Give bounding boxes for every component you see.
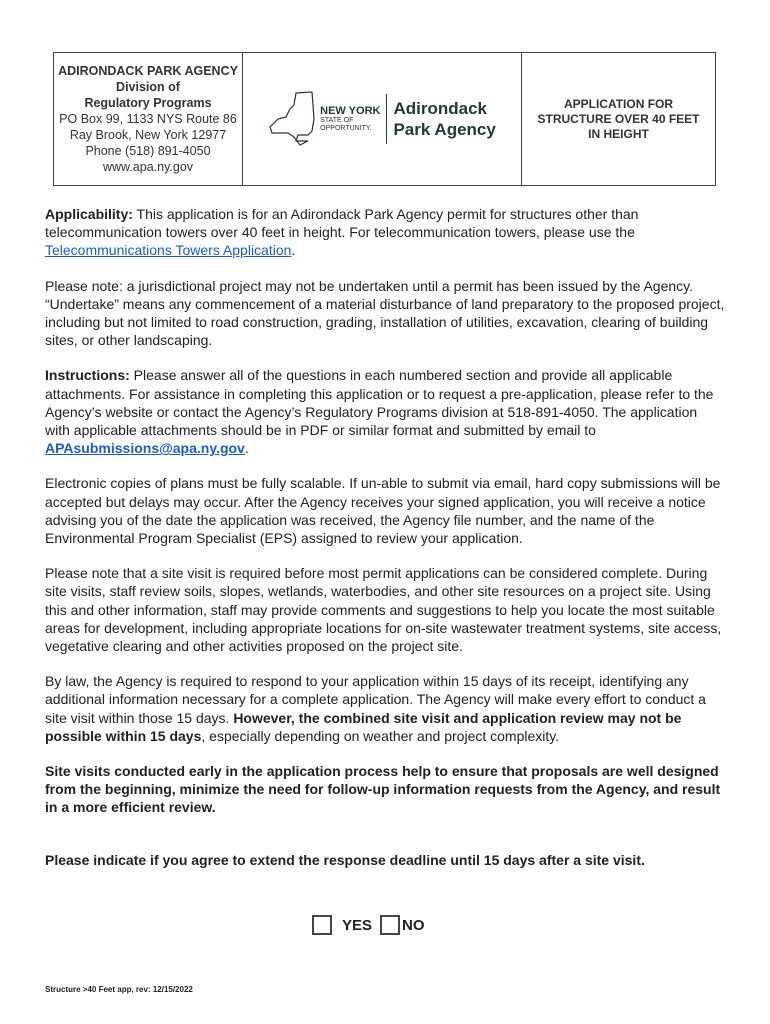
- footer-revision: Structure >40 Feet app, rev: 12/15/2022: [45, 985, 193, 994]
- state-of-text: STATE OF: [320, 117, 354, 124]
- apa-wordmark: [393, 98, 495, 140]
- document-body: [45, 205, 725, 886]
- early-site-visit-paragraph: Site visits conducted early in the application process help to ensure that proposals are well designed from the beginning, minimize the need for follow-up information requests from the Agency, and result in a more efficient review.: [45, 763, 721, 816]
- apa-text-1: Adirondack: [393, 99, 487, 118]
- yes-checkbox[interactable]: [312, 915, 332, 935]
- division-name: Regulatory Programs: [84, 96, 212, 110]
- no-checkbox[interactable]: [380, 915, 400, 935]
- logo-divider: [386, 94, 387, 144]
- address-line2: Ray Brook, New York 12977: [69, 128, 227, 142]
- agency-contact: [54, 53, 243, 185]
- site-visit-paragraph: Please note that a site visit is required before most permit applications can be considered complete. During site visits, staff review soils, slopes, wetlands, waterbodies, and other site resources on a project site. Using this and other information, staff may provide comments and suggestions to help you locate the most suitable areas for development, including appropriate locations for on-site wastewater treatment systems, site access, vegetative clearing and other activities proposed on the project site.: [45, 565, 722, 655]
- instructions-label: Instructions:: [45, 367, 130, 384]
- division: Division of: [116, 80, 180, 94]
- telecom-towers-link[interactable]: Telecommunications Towers Application: [45, 242, 292, 259]
- text: .: [244, 440, 249, 457]
- text: .: [291, 242, 296, 259]
- electronic-copies-paragraph: Electronic copies of plans must be fully scalable. If un-able to submit via email, hard copy submissions will be accepted but delays may occur. After the Agency receives your signed application, you will receive a notice advising you of the date the application was received, the Agency file number, and the name of the Environmental Program Specialist (EPS) assigned to review your application.: [45, 475, 721, 547]
- ny-wordmark: [320, 105, 380, 133]
- extend-deadline-question: Please indicate if you agree to extend the response deadline until 15 days after a site visit.: [45, 851, 645, 868]
- website: www.apa.ny.gov: [102, 160, 194, 174]
- address-line1: PO Box 99, 1133 NYS Route 86: [59, 112, 237, 126]
- email-link[interactable]: APAsubmissions@apa.ny.gov: [45, 440, 245, 457]
- text: Please answer all of the questions in each numbered section and provide all applicable attachments. For assistance in completing this application or to request a pre-application, please refer to the Agency’s website or contact the Agency’s Regulatory Programs division at 518-891-4050. The application with applicable attachments should be in PDF or similar format and submitted by email to: [45, 367, 714, 439]
- by-law-paragraph: [45, 672, 725, 745]
- agree-options: [312, 915, 425, 935]
- apa-text-2: Park Agency: [393, 120, 496, 139]
- instructions-paragraph: [45, 366, 725, 457]
- opportunity-text: OPPORTUNITY.: [320, 125, 372, 132]
- agency-name: ADIRONDACK PARK AGENCY: [58, 64, 238, 78]
- applicability-label: Applicability:: [45, 206, 133, 222]
- text: This application is for an Adirondack Park Agency permit for structures other than telecommunication towers over 40 feet in height. For telecommunication towers, please use the: [45, 206, 639, 241]
- form-title: [522, 53, 715, 185]
- text: , especially depending on weather and project complexity.: [201, 727, 560, 744]
- form-title-text: APPLICATION FOR STRUCTURE OVER 40 FEET IN HEIGHT: [537, 96, 700, 141]
- header-table: [53, 52, 716, 186]
- applicability-paragraph: [45, 205, 725, 260]
- note-paragraph: Please note: a jurisdictional project may not be undertaken until a permit has been issued by the Agency. “Undertake” means any commencement of a material disturbance of land preparatory to the proposed project, including but not limited to road construction, grading, installation of utilities, excavation, clearing of building sites, or other landscaping.: [45, 277, 725, 349]
- new-york-state-map-icon: [268, 89, 318, 149]
- bold-text: However, the combined site visit and application review may not be possible within 15 days: [45, 709, 682, 744]
- yes-label: YES: [342, 916, 373, 934]
- phone: Phone (518) 891-4050: [85, 144, 211, 158]
- no-label: NO: [402, 916, 425, 934]
- ny-text: NEW YORK: [320, 105, 381, 117]
- logo: [243, 53, 522, 185]
- text: By law, the Agency is required to respond to your application within 15 days of its receipt, identifying any additional information necessary for a complete application. The Agency will make every effort to conduct a site visit within those 15 days.: [45, 673, 706, 726]
